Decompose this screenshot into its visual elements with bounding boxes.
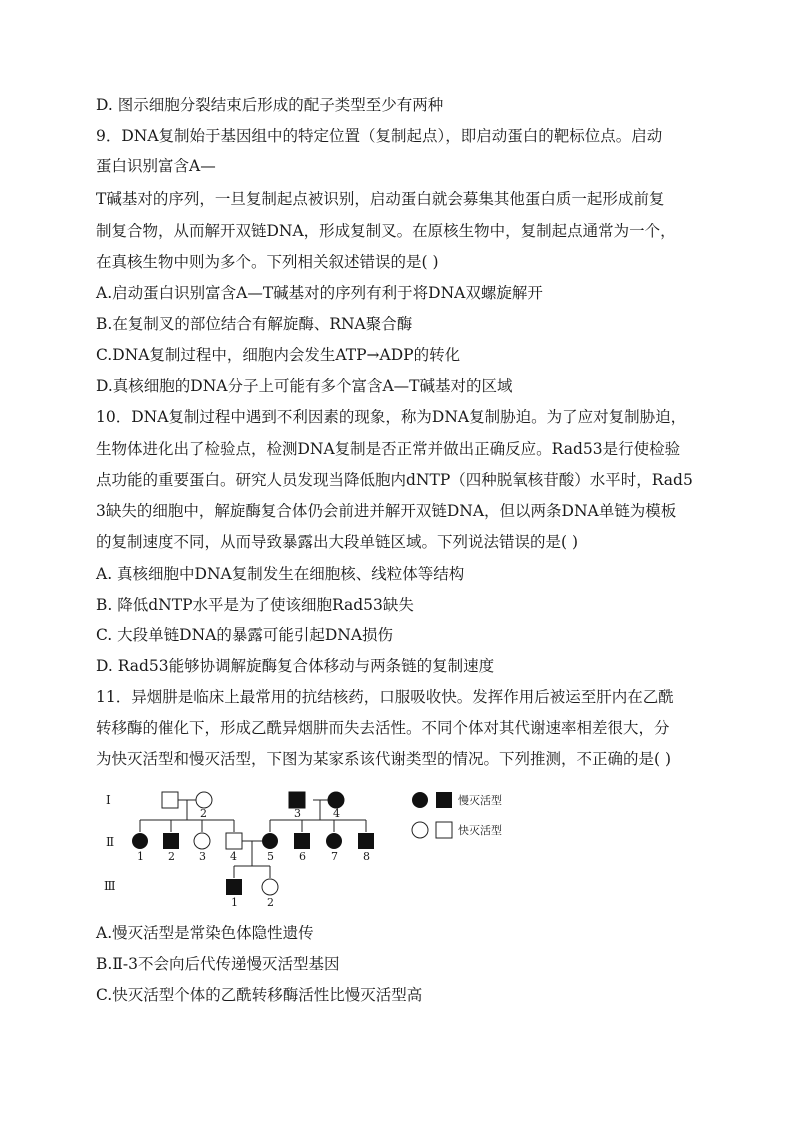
legend-fast-label: 快灭活型 bbox=[458, 824, 502, 837]
id-label: 7 bbox=[331, 850, 338, 863]
gen2-female-3 bbox=[194, 833, 210, 849]
id-label: 4 bbox=[230, 850, 237, 863]
gen2-male-8 bbox=[358, 833, 374, 849]
text-line: 9．DNA复制始于基因组中的特定位置（复制起点），即启动蛋白的靶标位点。启动 bbox=[96, 127, 663, 145]
id-label: 5 bbox=[267, 850, 274, 863]
text-line: 的复制速度不同，从而导致暴露出大段单链区域。下列说法错误的是( ) bbox=[96, 533, 579, 551]
text-line: D. Rad53能够协调解旋酶复合体移动与两条链的复制速度 bbox=[96, 657, 495, 675]
id-label: 1 bbox=[137, 850, 144, 863]
text-line: 10．DNA复制过程中遇到不利因素的现象，称为DNA复制胁迫。为了应对复制胁迫， bbox=[96, 408, 687, 426]
text-line: 转移酶的催化下，形成乙酰异烟肼而失去活性。不同个体对其代谢速率相差很大，分 bbox=[96, 719, 670, 737]
gen2-male-6 bbox=[294, 833, 310, 849]
option-line: C.快灭活型个体的乙酰转移酶活性比慢灭活型高 bbox=[96, 986, 423, 1004]
gen1-female-2 bbox=[196, 792, 212, 808]
text-line: 为快灭活型和慢灭活型，下图为某家系该代谢类型的情况。下列推测，不正确的是( ) bbox=[96, 750, 672, 768]
text-line: B.在复制叉的部位结合有解旋酶、RNA聚合酶 bbox=[96, 315, 413, 333]
id-label: 1 bbox=[231, 896, 238, 909]
text-line: D. 图示细胞分裂结束后形成的配子类型至少有两种 bbox=[96, 96, 444, 114]
gen2-male-2 bbox=[163, 833, 179, 849]
text-line: C.DNA复制过程中，细胞内会发生ATP→ADP的转化 bbox=[96, 346, 461, 364]
gen3-male-1 bbox=[226, 879, 242, 895]
id-label: 3 bbox=[294, 807, 301, 820]
text-line: 点功能的重要蛋白。研究人员发现当降低胞内dNTP（四种脱氧核苷酸）水平时，Rad5 bbox=[96, 471, 693, 489]
text-line: 3缺失的细胞中，解旋酶复合体仍会前进并解开双链DNA，但以两条DNA单链为模板 bbox=[96, 502, 677, 520]
text-line: C. 大段单链DNA的暴露可能引起DNA损伤 bbox=[96, 626, 394, 644]
id-label: 6 bbox=[299, 850, 306, 863]
id-label: 4 bbox=[333, 807, 340, 820]
text-line: 生物体进化出了检验点，检测DNA复制是否正常并做出正确反应。Rad53是行使检验 bbox=[96, 440, 681, 458]
option-line: A.慢灭活型是常染色体隐性遗传 bbox=[96, 924, 314, 942]
gen2-female-7 bbox=[326, 833, 342, 849]
gen3-female-2 bbox=[262, 879, 278, 895]
legend-fast-male-icon bbox=[436, 822, 452, 838]
text-line: D.真核细胞的DNA分子上可能有多个富含A—T碱基对的区域 bbox=[96, 377, 513, 395]
text-line: B. 降低dNTP水平是为了使该细胞Rad53缺失 bbox=[96, 596, 414, 614]
id-label: 2 bbox=[168, 850, 175, 863]
gen1-male-3 bbox=[289, 792, 305, 808]
text-line: 蛋白识别富含A— bbox=[96, 157, 216, 175]
generation-label: Ⅰ bbox=[106, 793, 111, 807]
legend-slow-label: 慢灭活型 bbox=[458, 794, 502, 807]
generation-label: Ⅲ bbox=[104, 879, 116, 893]
id-label: 2 bbox=[267, 896, 274, 909]
id-label: 2 bbox=[200, 807, 207, 820]
text-line: 11．异烟肼是临床上最常用的抗结核药，口服吸收快。发挥作用后被运至肝内在乙酰 bbox=[96, 688, 674, 706]
text-line: T碱基对的序列，一旦复制起点被识别，启动蛋白就会募集其他蛋白质一起形成前复 bbox=[96, 190, 665, 208]
gen2-female-5 bbox=[262, 833, 278, 849]
legend-slow-female-icon bbox=[412, 792, 428, 808]
pedigree-chart bbox=[100, 780, 560, 910]
pedigree-svg bbox=[100, 780, 560, 910]
id-label: 8 bbox=[363, 850, 370, 863]
gen1-male-1 bbox=[162, 792, 178, 808]
text-line: A.启动蛋白识别富含A—T碱基对的序列有利于将DNA双螺旋解开 bbox=[96, 284, 543, 302]
generation-label: Ⅱ bbox=[106, 835, 115, 849]
gen2-male-4 bbox=[226, 833, 242, 849]
gen2-female-1 bbox=[132, 833, 148, 849]
legend-slow-male-icon bbox=[436, 792, 452, 808]
text-line: 制复合物，从而解开双链DNA，形成复制叉。在原核生物中，复制起点通常为一个， bbox=[96, 222, 676, 240]
id-label: 3 bbox=[199, 850, 206, 863]
text-line: 在真核生物中则为多个。下列相关叙述错误的是( ) bbox=[96, 253, 439, 271]
text-line: A. 真核细胞中DNA复制发生在细胞核、线粒体等结构 bbox=[96, 565, 465, 583]
legend-fast-female-icon bbox=[412, 822, 428, 838]
gen1-female-4 bbox=[328, 792, 344, 808]
option-line: B.Ⅱ-3不会向后代传递慢灭活型基因 bbox=[96, 955, 340, 973]
